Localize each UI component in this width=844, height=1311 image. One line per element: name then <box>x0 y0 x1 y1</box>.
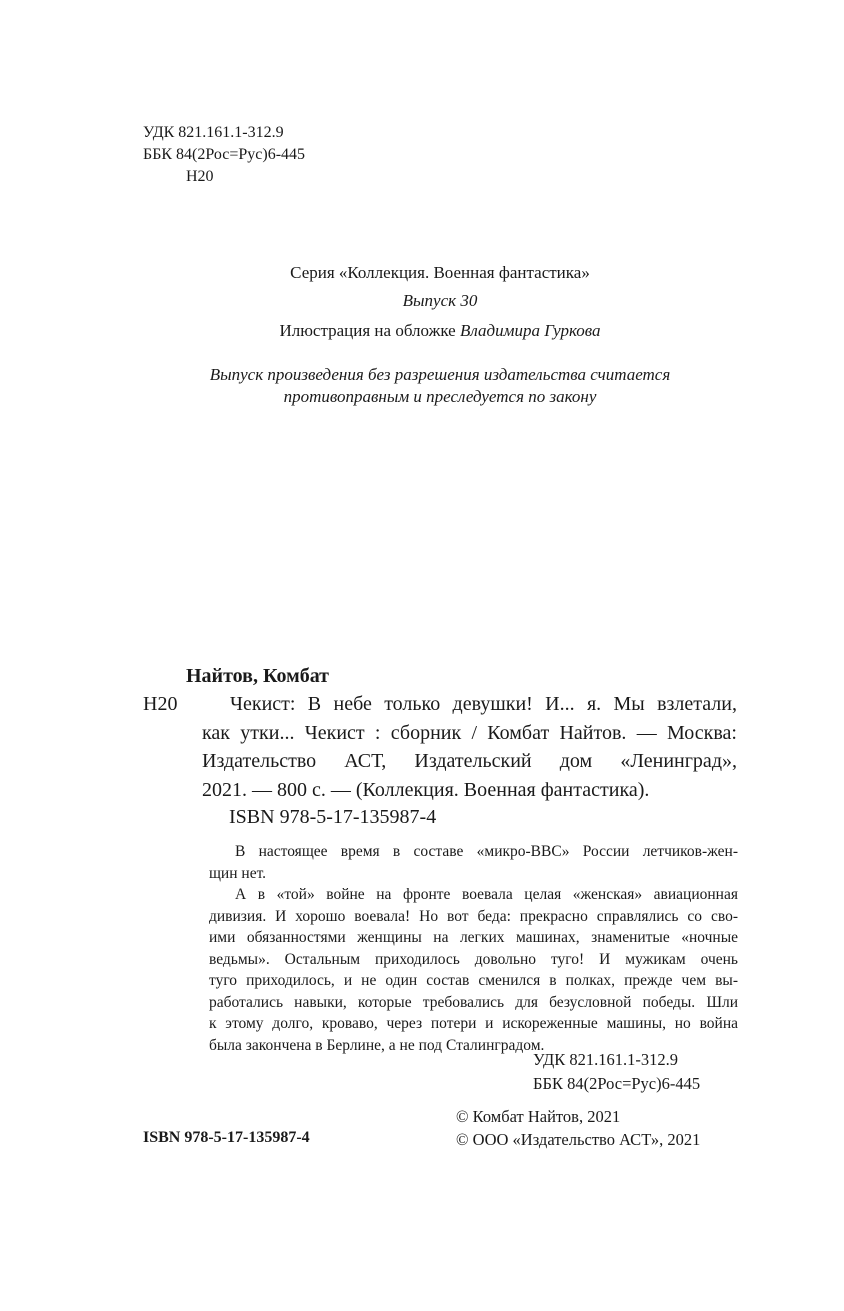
series-issue: Выпуск 30 <box>402 291 478 310</box>
udk-top: УДК 821.161.1-312.9 <box>143 124 284 141</box>
copyright-notice-line-2: противоправным и преследуется по закону <box>283 387 597 406</box>
annotation-line: туго приходилось, и не один состав сменился в полках, прежде чем вы- <box>209 972 738 989</box>
annotation-line: ими обязанностями женщины на легких машинах, знаменитые «ночные <box>209 929 738 946</box>
entry-description-line: 2021. — 800 с. — (Коллекция. Военная фантастика). <box>202 778 650 801</box>
copyright-author: © Комбат Найтов, 2021 <box>456 1107 621 1126</box>
illustration-artist: Владимира Гуркова <box>459 321 601 340</box>
illustration-prefix: Илюстрация на обложке <box>279 321 460 340</box>
bbk-bottom: ББК 84(2Рос=Рус)6-445 <box>533 1074 701 1093</box>
copyright-notice-line-1: Выпуск произведения без разрешения издательства считается <box>209 365 671 384</box>
annotation-line: А в «той» войне на фронте воевала целая «женская» авиационная <box>235 886 738 903</box>
copyright-publisher: © ООО «Издательство АСТ», 2021 <box>456 1130 701 1149</box>
annotation-line: работались навыки, которые требовались для безусловной победы. Шли <box>209 993 738 1011</box>
entry-description-line: Издательство АСТ, Издательский дом «Ленинград», <box>202 750 737 772</box>
entry-description-line: как утки... Чекист : сборник / Комбат Найтов. — Москва: <box>202 721 737 744</box>
annotation-line: к этому долго, кроваво, через потери и искореженные машины, но война <box>209 1015 738 1032</box>
annotation-line: дивизия. И хорошо воевала! Но вот беда: прекрасно справлялись со сво- <box>209 907 738 925</box>
illustration-credit <box>18 320 844 342</box>
entry-description-line: Чекист: В небе только девушки! И... я. Мы взлетали, <box>230 693 737 715</box>
bbk-top: ББК 84(2Рос=Рус)6-445 <box>143 146 306 163</box>
udk-bottom: УДК 821.161.1-312.9 <box>533 1050 679 1069</box>
annotation-line: В настоящее время в составе «микро-ВВС» России летчиков-жен- <box>235 843 738 860</box>
annotation-line: ведьмы». Остальным приходилось довольно туго! И мужикам очень <box>209 950 738 968</box>
footer-isbn: ISBN 978-5-17-135987-4 <box>143 1129 310 1146</box>
series-line: Серия «Коллекция. Военная фантастика» <box>290 263 590 282</box>
entry-code: Н20 <box>143 693 178 715</box>
entry-author: Найтов, Комбат <box>186 665 329 687</box>
annotation <box>209 841 738 1056</box>
annotation-line: щин нет. <box>209 864 267 882</box>
author-code-top: Н20 <box>186 168 214 185</box>
entry-description <box>202 690 737 804</box>
annotation-line: была закончена в Берлине, а не под Сталинградом. <box>209 1036 545 1054</box>
entry-isbn: ISBN 978-5-17-135987-4 <box>229 806 437 828</box>
